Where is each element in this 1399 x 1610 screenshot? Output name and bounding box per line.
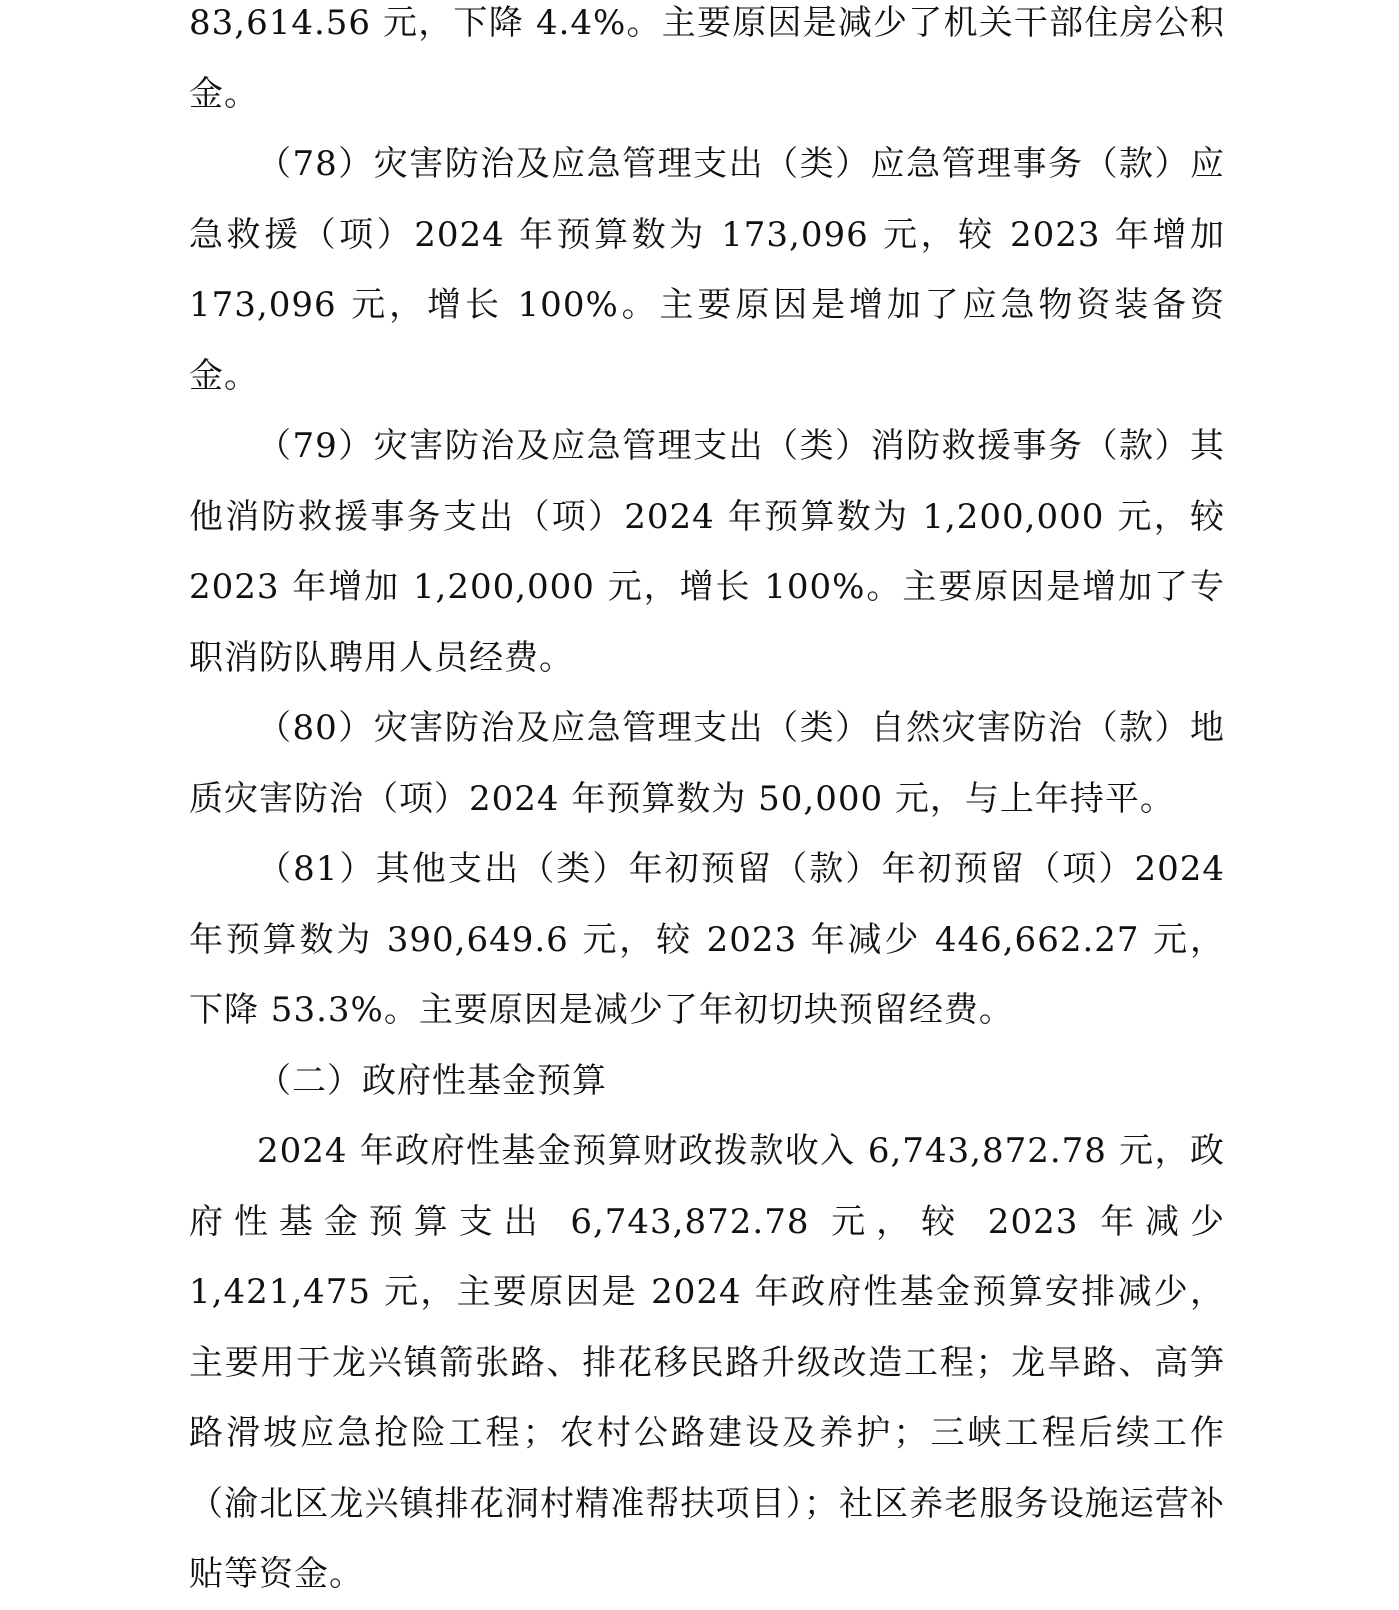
document-page [189, 0, 1225, 1610]
section-heading: （二）政府性基金预算 [257, 1060, 607, 1101]
paragraph-81: （81）其他支出（类）年初预留（款）年初预留（项）2024 年预算数为 390,649.6 元，较 2023 年减少 446,662.27 元，下降 53.3%。主要原因是减少了年初切块预留经费。 [189, 849, 1225, 1030]
paragraph-government-fund: 2024 年政府性基金预算财政拨款收入 6,743,872.78 元，政府性基金预算支出 6,743,872.78 元，较 2023 年减少 1,421,475 元，主要原因是 2024 年政府性基金预算安排减少，主要用于龙兴镇箭张路、排花移民路升级改造工程；龙旱路、高笋路滑坡应急抢险工程；农村公路建设及养护；三峡工程后续工作（渝北区龙兴镇排花洞村精准帮扶项目）；社区养老服务设施运营补贴等资金。 [189, 1131, 1225, 1594]
paragraph-80: （80）灾害防治及应急管理支出（类）自然灾害防治（款）地质灾害防治（项）2024 年预算数为 50,000 元，与上年持平。 [189, 708, 1225, 819]
paragraph-78: （78）灾害防治及应急管理支出（类）应急管理事务（款）应急救援（项）2024 年预算数为 173,096 元，较 2023 年增加 173,096 元，增长 100%。主要原因是增加了应急物资装备资金。 [189, 144, 1225, 396]
paragraph-continued: 83,614.56 元，下降 4.4%。主要原因是减少了机关干部住房公积金。 [189, 3, 1225, 114]
paragraph-79: （79）灾害防治及应急管理支出（类）消防救援事务（款）其他消防救援事务支出（项）2024 年预算数为 1,200,000 元，较 2023 年增加 1,200,000 元，增长 100%。主要原因是增加了专职消防队聘用人员经费。 [189, 426, 1225, 678]
